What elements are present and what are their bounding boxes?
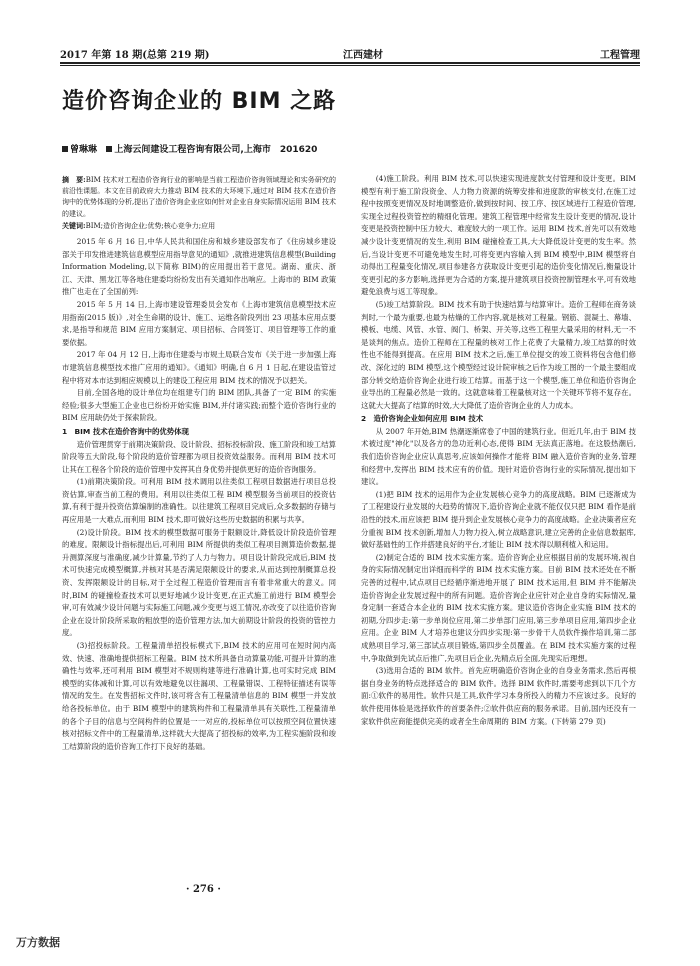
- body-paragraph: (3)招投标阶段。工程量清单招投标模式下,BIM 技术的应用可在短时间内高效、快速、准确地提供招标工程量。BIM 技术所具备自动算量功能,可提升计算的准确性与效率,还可利用 BIM 模型对不规则构建等进行准确计算,也可实时完成 BIM 模型的实体减和计算,可以有效地避免以往漏项、工程量错误、工程特征描述有误等情况的发生。在发售招标文件时,该可将含有工程量清单信息的 BIM 模型一并发放给各投标单位。由于 BIM 模型中的建筑构件和工程量清单具有关联性,工程量清单的各个子目的信息与空间构件的位置是一一对应的,投标单位可以按照空间位置快速核对招标文件中的工程量清单,这样就大大提高了招投标的效率,为工程实施阶段和竣工结算阶段的造价咨询工作打下良好的基础。: [62, 641, 336, 751]
- header-rule-thick: [60, 62, 640, 64]
- body-paragraph: 从 2007 年开始,BIM 热潮逐渐席卷了中国的建筑行业。但近几年,由于 BIM 技术被过度"神化"以及各方的急功近利心态,使得 BIM 无法真正落地。在这股热潮后,我们造价咨询企业应认真思考,应该如何操作才能将 BIM 融入造价咨询的业务,管理和经营中,发挥出 BIM 技术应有的价值。现针对造价咨询行业的实际情况,提出如下建议。: [361, 426, 636, 487]
- page-number: · 276 ·: [186, 884, 221, 895]
- left-column: [62, 174, 336, 753]
- abstract-text: BIM 技术对工程造价咨询行业的影响是当前工程造价咨询领域理论和实务研究的前沿性课题。本文在目前政府大力推动 BIM 技术的大环境下,通过对 BIM 技术在造价咨询中的优势体现的分析,提出了造价咨询企业应如何针对企业自身实际情况运用 BIM 技术的建议。: [62, 176, 336, 218]
- body-paragraph: (4)施工阶段。利用 BIM 技术,可以快速实现进度款支付管理和设计变更。BIM 模型有利于施工阶段资金、人力物力资源的统筹安排和进度款的审核支付,在施工过程中按照变更情况及时地调整造价,做到按时间、按工序、按区域进行工程造价管理,实现全过程投资管控的精细化管理。建筑工程管理中经常发生设计变更的情况,设计变更是投资控制中压力较大、难度较大的一项工作。运用 BIM 技术,首先可以有效地减少设计变更情况的发生,利用 BIM 碰撞检查工具,大大降低设计变更的发生率。然后,当设计变更不可避免地发生时,可将变更内容输入到 BIM 模型中,BIM 模型将自动得出工程量变化情况,项目参建各方获取设计变更引起的造价变化情况后,衡量设计变更引起的多方影响,选择更为合适的方案,提升建筑项目投资控制管理水平,可有效地避免浪费与返工等现象。: [361, 174, 636, 297]
- author-name: 曾琳琳: [70, 145, 98, 155]
- author-line: [62, 142, 317, 155]
- section-label: 工程管理: [600, 50, 640, 61]
- right-body-text: [361, 173, 636, 728]
- body-paragraph: (2)制定合适的 BIM 技术实施方案。造价咨询企业应根据目前的发展环境,视自身的实际情况制定出详细而科学的 BIM 技术实施方案。目前 BIM 技术还处在不断完善的过程中,试点项目已经循序渐进地开展了 BIM 技术运用,但 BIM 并不能解决造价咨询企业发展过程中的所有问题。造价咨询企业应针对企业自身的实际情况,量身定制一套适合本企业的 BIM 技术实施方案。建议造价咨询企业实施 BIM 技术的初期,分四步走:第一步单岗位应用,第二步单部门应用,第三步单项目应用,第四步企业应用。企业 BIM 人才培养也建议分四步实现:第一步骨干人员软件操作培训,第二部成熟项目学习,第三部试点项目锻炼,第四步全员覆盖。在 BIM 技术实施方案的过程中,争取做到先试点后推广,先项目后企业,先精点后全面,先现实后理想。: [361, 552, 636, 663]
- body-paragraph: 目前,全国各地的设计单位均在组建专门的 BIM 团队,具备了一定 BIM 的实施经验;很多大型施工企业也已纷纷开始实施 BIM,并付诸实践;而整个造价咨询行业的 BIM 应用缺仍处于探索阶段。: [62, 388, 336, 423]
- body-paragraph: 造价管理贯穿于前期决策阶段、设计阶段、招标投标阶段、施工阶段和竣工结算阶段等五大阶段,每个阶段的造价管理都为项目投资效益服务。而利用 BIM 技术可让其在工程各个阶段的造价管理中发挥其自身优势并提供更好的造价咨询服务。: [62, 439, 336, 474]
- author-affiliation: 上海云间建设工程咨询有限公司,上海市 201620: [114, 145, 318, 155]
- body-paragraph: 2017 年 04 月 12 日,上海市住建委与市规土局联合发布《关于进一步加强上海市建筑信息模型技术推广应用的通知》。《通知》明确,自 6 月 1 日起,在建设监管过程中将对本市达到相应规模以上的建设工程应用 BIM 技术的情况予以把关。: [62, 350, 336, 385]
- header-rule-thin: [60, 65, 640, 66]
- keywords-text: BIM;造价咨询企业;优势;核心竞争力;应用: [85, 221, 216, 230]
- abstract-block: [62, 174, 336, 232]
- database-watermark: 万方数据: [16, 936, 60, 949]
- keywords: [62, 220, 336, 232]
- bullet-square-icon: [62, 146, 68, 152]
- body-paragraph: (3)选用合适的 BIM 软件。首先应明确造价咨询企业的自身业务需求,然后再根据自身业务的特点选择适合的 BIM 软件。选择 BIM 软件时,需要考虑到以下几个方面:①软件的易用性。软件只是工具,软件学习本身所投入的精力不应该过多。良好的软件使用体验是选择软件的首要条件;②软件供应商的服务承诺。目前,国内还没有一家软件供应商能提供完美的或者全生命周期的 BIM 方案。(下转第 279 页): [361, 666, 636, 726]
- body-paragraph: 2015 年 5 月 14 日,上海市建设管理委员会发布《上海市建筑信息模型技术应用指南(2015 版)》,对全生命期的设计、施工、运维各阶段列出 23 项基本应用点要求,是指导和规范 BIM 应用方案制定、项目招标、合同签订、项目管理等工作的重要依据。: [62, 299, 336, 347]
- body-paragraph: (2)设计阶段。BIM 技术的模型数据可服务于限额设计,降低设计阶段造价管理的难度。限额设计指标提出后,可利用 BIM 所提供的类似工程项目测算造价数据,提升测算深度与准确度,减少计算量,节约了人力与物力。项目设计阶段完成后,BIM 技术可快速完成模型概算,并核对其是否满足限额设计的要求,从而达到控制概算总投资、发挥限额设计的目标,对于全过程工程造价管理而言有着非常重大的意义。同时,BIM 的碰撞检查技术可以更好地减少设计变更,在正式施工前进行 BIM 模型会审,可有效减少设计问题与实际施工问题,减少变更与返工情况,亦改变了以往造价咨询企业在设计阶段所采取的粗放型的造价管理方法,加大前期设计阶段的投资的管控力度。: [62, 527, 336, 638]
- body-paragraph: 2015 年 6 月 16 日,中华人民共和国住房和城乡建设部发布了《住房城乡建设部关于印发推进建筑信息模型应用指导意见的通知》,就推进建筑信息模型(Building Information Modeling,以下简称 BIM)的应用提出若干意见。湖南、重庆、浙江、天津、黑龙江等各地住建委均纷纷发出有关通知作出响应。上海市的 BIM 政策推广也走在了全国前列:: [62, 237, 336, 297]
- section-heading: 1 BIM 技术在造价咨询中的优势体现: [62, 426, 189, 436]
- article-title: 造价咨询企业的 BIM 之路: [62, 89, 337, 114]
- left-body-text: [62, 236, 336, 753]
- section-heading: 2 造价咨询企业如何应用 BIM 技术: [361, 414, 484, 424]
- abstract: [62, 174, 336, 220]
- body-paragraph: (5)竣工结算阶段。BIM 技术有助于快速结算与结算审计。造价工程师在商务谈判时,一个最为重要,也最为枯燥的工作内容,就是核对工程量。钢筋、混凝土、幕墙、模板、电缆、风管、水管、阀门、桥架、开关等,这些工程里大量采用的材料,无一不是谈判的焦点。造价工程师在工程量的核对工作上花费了大量精力,竣工结算的时效性也不能得到提高。在应用 BIM 技术之后,施工单位提交的竣工资料将包含他们修改、深化过的 BIM 模型,这个模型经过设计院审核之后作为竣工图的一个最主要组成部分转交给造价咨询企业进行竣工结算。而基于这一个模型,施工单位和造价咨询企业导出的工程量必然是一致的。这就意味着工程量核对这一个关键环节将不复存在。这就大大提高了结算的时效,大大降低了造价咨询企业的人力成本。: [361, 299, 636, 410]
- issue-label: 2017 年第 18 期(总第 219 期): [60, 50, 210, 61]
- bullet-square-icon: [106, 146, 112, 152]
- running-header: [60, 46, 640, 62]
- abstract-label: 摘 要:: [62, 175, 86, 184]
- journal-name: 江西建材: [343, 50, 383, 61]
- right-column: [361, 173, 636, 728]
- body-paragraph: (1)前期决策阶段。可利用 BIM 技术调用以往类似工程项目数据进行项目总投资估算,审查当前工程的费用。利用以往类似工程 BIM 模型服务当前项目的投资估算,有利于提升投资估算编制的准确性。以往建筑工程项目完成后,众多数据的存储与再应用是一大难点,而利用 BIM 技术,即可做好这些历史数据的积累与共享。: [62, 477, 336, 525]
- keywords-label: 关键词:: [62, 220, 86, 230]
- body-paragraph: (1)把 BIM 技术的运用作为企业发展核心竞争力的高度战略。BIM 已逐渐成为了工程建设行业发展的大趋势的情况下,造价咨询企业就不能仅仅只把 BIM 看作是前沿性的技术,而应该把 BIM 提升到企业发展核心竞争力的高度战略。企业决策者应充分重视 BIM 技术创新,增加人力物力投入,树立战略意识,建立完善的企业信息数据库,做好基础性的工作并搭建良好的平台,才能让 BIM 技术得以顺利植入和运用。: [361, 489, 636, 550]
